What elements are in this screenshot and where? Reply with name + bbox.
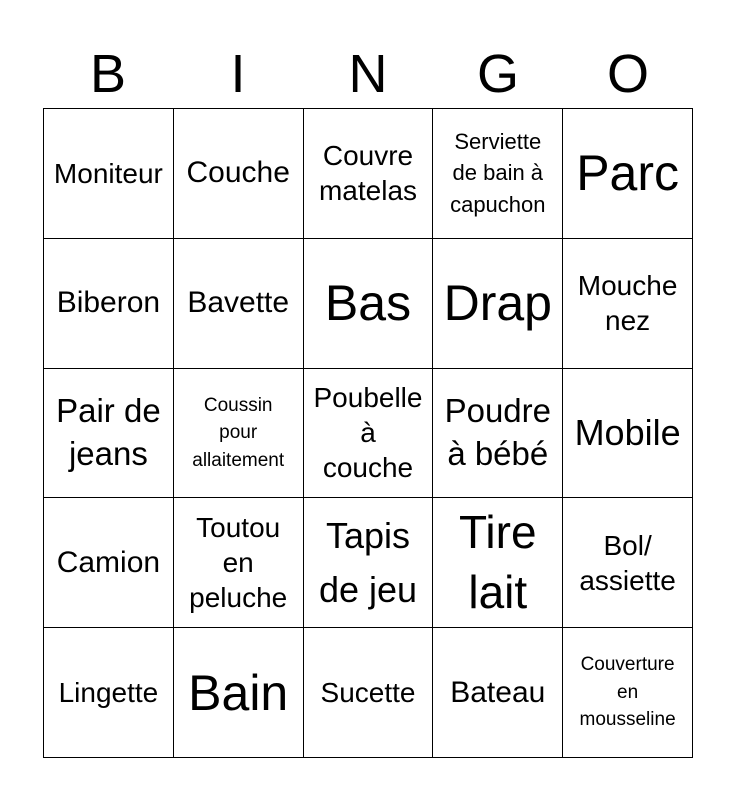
bingo-cell[interactable]: [433, 109, 563, 239]
header-letter-i: I: [230, 44, 246, 104]
bingo-cell-label: Poudre à bébé: [444, 392, 551, 472]
bingo-cell-label: Moniteur: [53, 157, 163, 189]
bingo-cell-label: Couvre matelas: [318, 140, 418, 207]
bingo-cell-label: Drap: [443, 275, 552, 332]
header-letter-o: O: [606, 44, 649, 104]
bingo-cell-label: Poubelle à couche: [313, 382, 423, 484]
bingo-cell[interactable]: [304, 109, 434, 239]
bingo-cell-label: Bateau: [450, 675, 546, 709]
bingo-card-grid: [43, 108, 693, 758]
bingo-cell[interactable]: [44, 628, 174, 758]
bingo-cell-label: Biberon: [56, 286, 161, 320]
bingo-cell[interactable]: [304, 628, 434, 758]
header-letter-g: G: [476, 44, 519, 104]
bingo-cell[interactable]: [174, 498, 304, 628]
bingo-cell-label: Mobile: [574, 411, 681, 453]
bingo-cell-label: Couche: [186, 156, 290, 190]
bingo-cell-label: Sucette: [320, 677, 416, 709]
header-letter-n: N: [348, 44, 388, 104]
bingo-cell[interactable]: [304, 239, 434, 369]
bingo-cell-label: Tapis de jeu: [318, 514, 418, 610]
bingo-cell-label: Coussin pour allaitement: [192, 394, 285, 471]
bingo-cell[interactable]: [433, 239, 563, 369]
bingo-cell-label: Bas: [324, 275, 412, 332]
bingo-cell-label: Bol/ assiette: [579, 529, 676, 596]
bingo-cell[interactable]: [563, 628, 693, 758]
bingo-cell[interactable]: [304, 498, 434, 628]
bingo-cell-label: Mouche nez: [577, 270, 678, 337]
bingo-cell[interactable]: [44, 369, 174, 499]
bingo-cell-label: Lingette: [58, 677, 159, 709]
bingo-cell[interactable]: [44, 239, 174, 369]
bingo-cell-label: Bain: [188, 664, 289, 721]
bingo-cell-label: Camion: [56, 545, 161, 579]
bingo-cell[interactable]: [174, 109, 304, 239]
bingo-cell-label: Pair de jeans: [56, 392, 161, 472]
bingo-cell-label: Serviette de bain à capuchon: [450, 128, 546, 218]
bingo-cell[interactable]: [44, 109, 174, 239]
header-letter-b: B: [89, 44, 127, 104]
bingo-cell-label: Tire lait: [459, 505, 537, 618]
bingo-cell[interactable]: [304, 369, 434, 499]
bingo-cell[interactable]: [174, 628, 304, 758]
bingo-cell[interactable]: [174, 369, 304, 499]
bingo-cell[interactable]: [563, 498, 693, 628]
bingo-header: [43, 40, 693, 108]
bingo-cell[interactable]: [433, 498, 563, 628]
bingo-cell[interactable]: [433, 628, 563, 758]
bingo-cell[interactable]: [563, 109, 693, 239]
bingo-cell[interactable]: [563, 239, 693, 369]
bingo-cell[interactable]: [433, 369, 563, 499]
bingo-cell[interactable]: [563, 369, 693, 499]
bingo-cell[interactable]: [174, 239, 304, 369]
bingo-cell-label: Couverture en mousseline: [579, 654, 676, 731]
bingo-cell-label: Toutou en peluche: [189, 512, 288, 614]
bingo-cell[interactable]: [44, 498, 174, 628]
bingo-cell-label: Bavette: [187, 286, 290, 320]
bingo-cell-label: Parc: [576, 145, 679, 202]
